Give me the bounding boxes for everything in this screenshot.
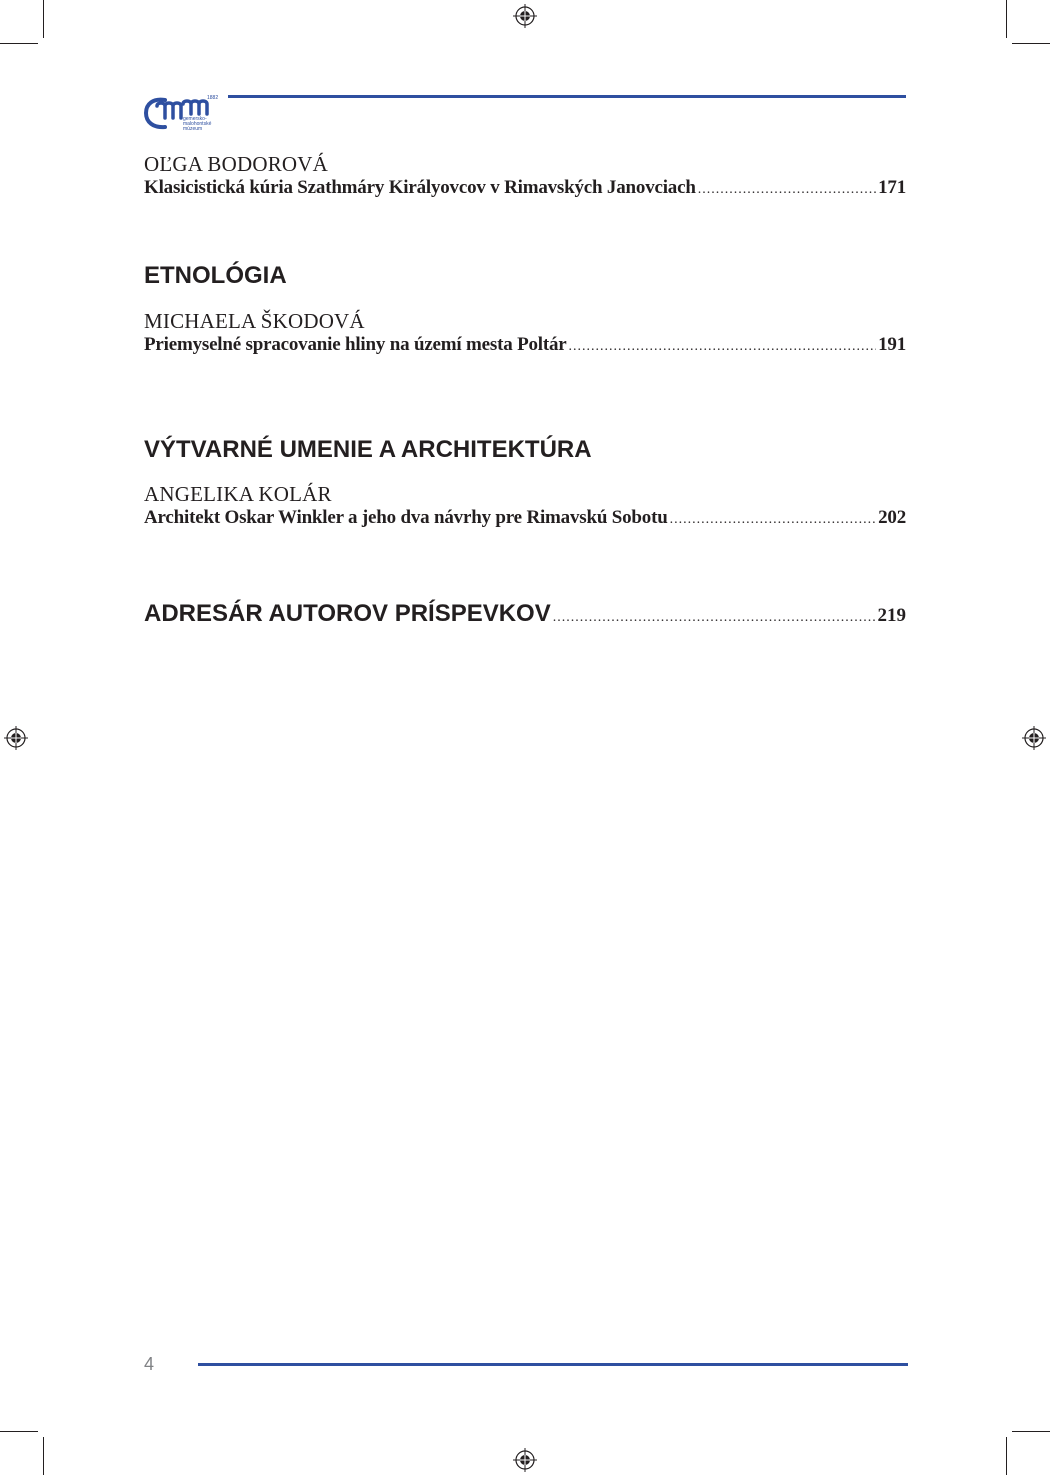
registration-mark-icon <box>513 1448 537 1472</box>
crop-mark <box>0 1431 38 1432</box>
crop-mark <box>43 0 44 38</box>
entry-author: MICHAELA ŠKODOVÁ <box>144 309 365 333</box>
logo-text-line1: gemersko- <box>183 116 207 122</box>
footer-rule <box>198 1363 908 1366</box>
toc-section <box>144 262 906 290</box>
dot-leader <box>670 506 877 532</box>
registration-mark-icon <box>4 726 28 750</box>
toc-entry <box>144 482 906 532</box>
museum-logo <box>143 92 227 134</box>
crop-mark <box>43 1437 44 1475</box>
entry-page-number: 191 <box>878 334 906 355</box>
logo-year: 1882 <box>207 95 219 101</box>
entry-author: ANGELIKA KOLÁR <box>144 482 332 506</box>
section-heading: ETNOLÓGIA <box>144 262 287 289</box>
toc-entry <box>144 309 906 359</box>
dot-leader <box>553 608 876 626</box>
logo-text-line3: múzeum <box>183 126 203 132</box>
entry-line[interactable] <box>144 333 906 359</box>
entry-title: Architekt Oskar Winkler a jeho dva návrhy pre Rimavskú Sobotu <box>144 507 668 528</box>
entry-title: Klasicistická kúria Szathmáry Királyovcov v Rimavských Janovciach <box>144 177 696 198</box>
dot-leader <box>569 333 877 359</box>
final-entry-line[interactable] <box>144 600 906 628</box>
toc-final-entry <box>144 600 906 628</box>
page-number: 4 <box>144 1354 155 1374</box>
entry-line[interactable] <box>144 176 906 202</box>
crop-mark <box>1012 1431 1050 1432</box>
entry-author: OĽGA BODOROVÁ <box>144 152 329 176</box>
crop-mark <box>0 43 38 44</box>
logo-text-line2: malohontské <box>183 121 212 127</box>
entry-page-number: 202 <box>878 507 906 528</box>
header-rule <box>228 95 906 98</box>
final-entry-title: ADRESÁR AUTOROV PRÍSPEVKOV <box>144 600 551 627</box>
entry-page-number: 171 <box>878 177 906 198</box>
registration-mark-icon <box>1022 726 1046 750</box>
crop-mark <box>1006 1437 1007 1475</box>
section-heading: VÝTVARNÉ UMENIE A ARCHITEKTÚRA <box>144 436 592 463</box>
crop-mark <box>1006 0 1007 38</box>
toc-section <box>144 436 906 464</box>
entry-line[interactable] <box>144 506 906 532</box>
registration-mark-icon <box>513 4 537 28</box>
crop-mark <box>1012 43 1050 44</box>
dot-leader <box>698 176 876 202</box>
toc-entry <box>144 152 906 202</box>
entry-title: Priemyselné spracovanie hliny na území mesta Poltár <box>144 334 567 355</box>
final-entry-page-number: 219 <box>877 605 906 626</box>
